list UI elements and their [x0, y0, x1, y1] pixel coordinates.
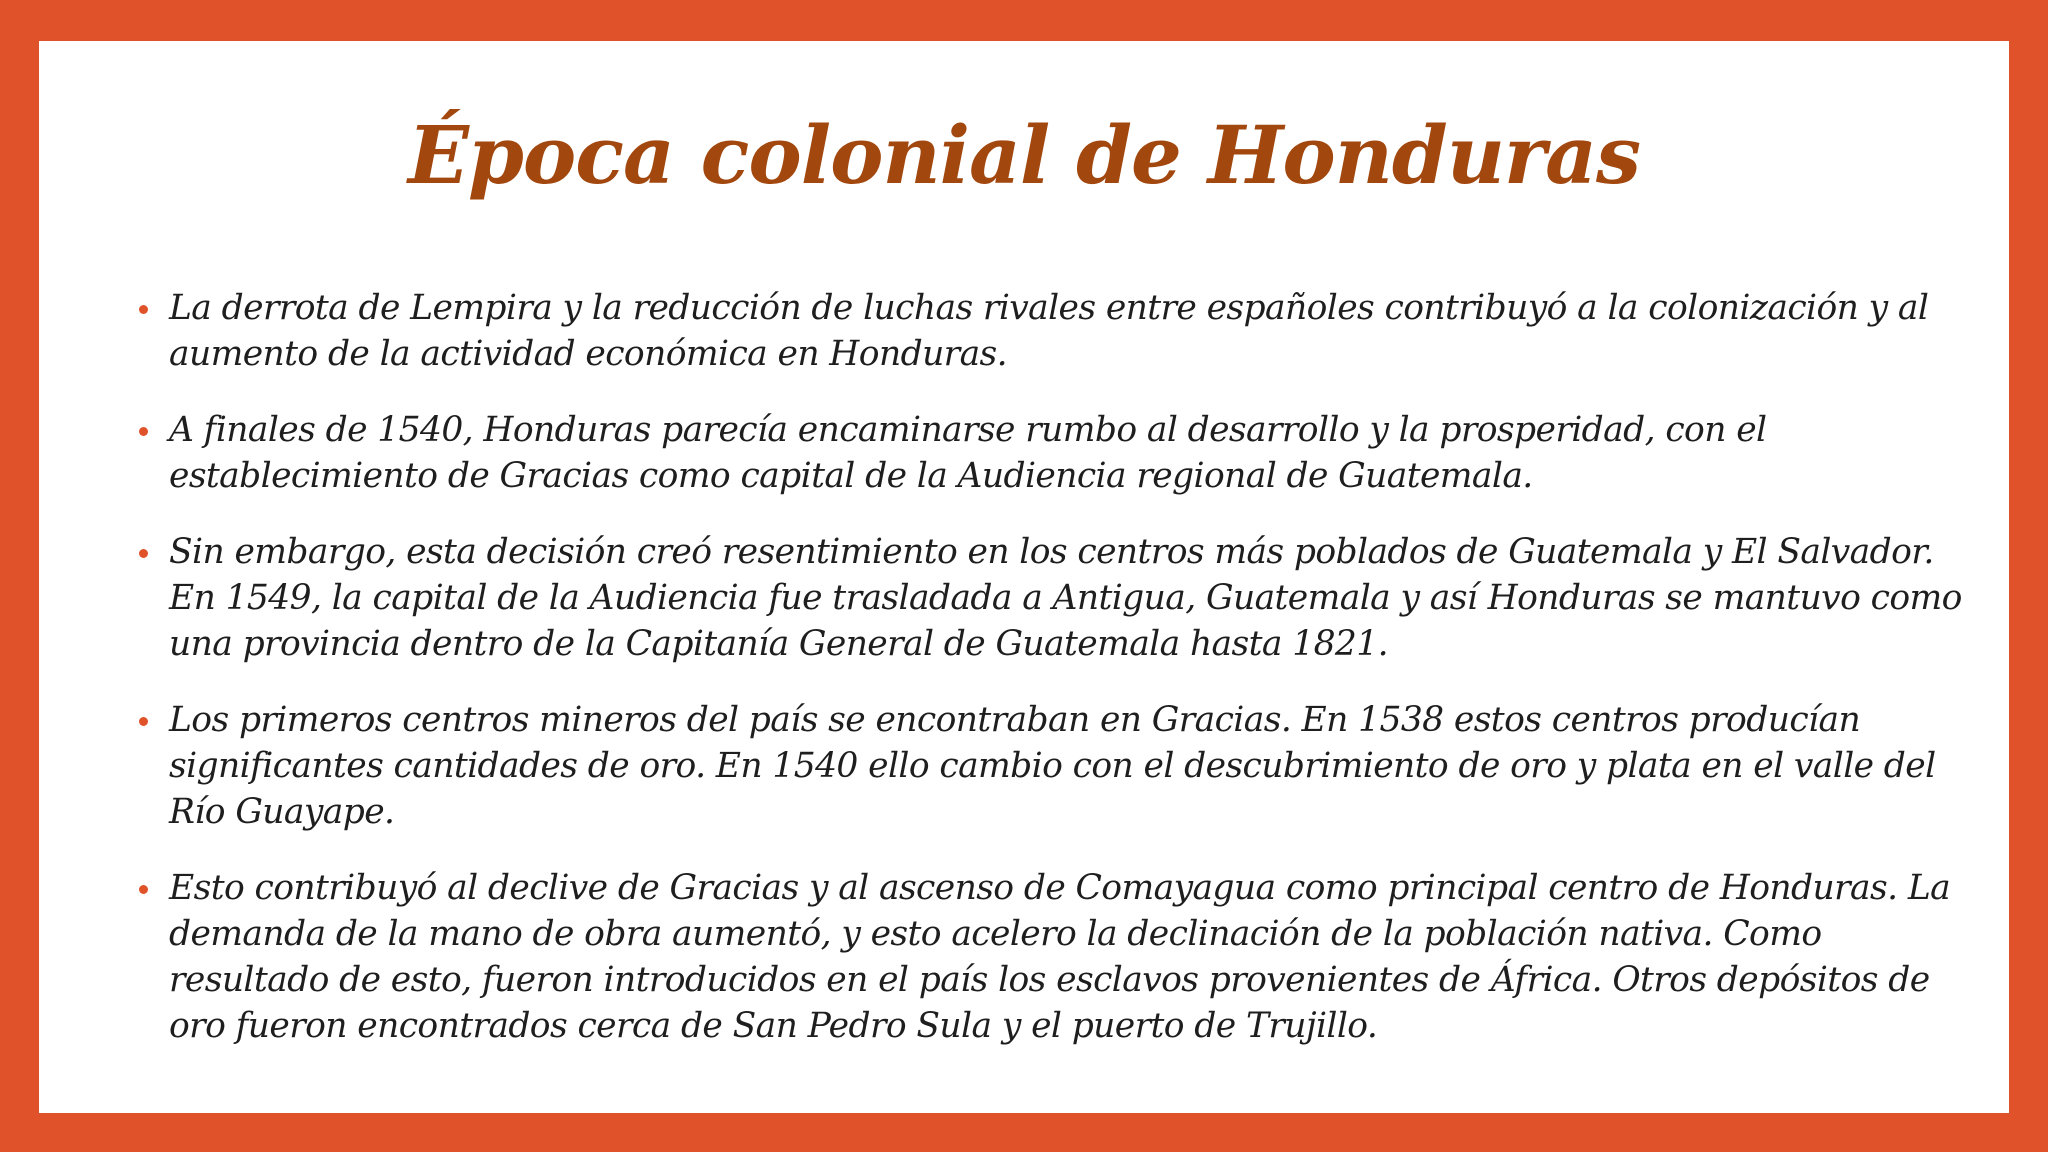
- bullet-text: Los primeros centros mineros del país se encontraban en Gracias. En 1538 estos centros producían significantes cantidades de oro. En 1540 ello cambio con el descubrimiento de oro y plata en el valle del Río Guayape.: [169, 700, 1936, 832]
- bullet-dot-icon: [139, 549, 148, 558]
- bullet-dot-icon: [139, 427, 148, 436]
- slide-title: Época colonial de Honduras: [407, 108, 1641, 202]
- bullet-text: Sin embargo, esta decisión creó resentimiento en los centros más poblados de Guatemala y El Salvador. En 1549, la capital de la Audiencia fue trasladada a Antigua, Guatemala y así Honduras se mantuvo como una provincia dentro de la Capitanía General de Guatemala hasta 1821.: [169, 532, 1962, 664]
- bullet-item: [139, 285, 1969, 377]
- bullet-dot-icon: [139, 305, 148, 314]
- bullet-text: A finales de 1540, Honduras parecía encaminarse rumbo al desarrollo y la prosperidad, con el establecimiento de Gracias como capital de la Audiencia regional de Guatemala.: [169, 410, 1767, 496]
- bullet-item: [139, 529, 1969, 667]
- bullet-item: [139, 407, 1969, 499]
- bullet-dot-icon: [139, 717, 148, 726]
- slide-content: [39, 41, 2009, 1113]
- bullet-text: Esto contribuyó al declive de Gracias y al ascenso de Comayagua como principal centro de Honduras. La demanda de la mano de obra aumentó, y esto acelero la declinación de la población nativa. Como resultado de esto, fueron introducidos en el país los esclavos provenientes de África. Otros depósitos de oro fueron encontrados cerca de San Pedro Sula y el puerto de Trujillo.: [169, 868, 1951, 1046]
- bullet-list: [139, 285, 1969, 1079]
- bullet-item: [139, 865, 1969, 1049]
- bullet-dot-icon: [139, 885, 148, 894]
- bullet-item: [139, 697, 1969, 835]
- bullet-text: La derrota de Lempira y la reducción de luchas rivales entre españoles contribuyó a la colonización y al aumento de la actividad económica en Honduras.: [169, 288, 1929, 374]
